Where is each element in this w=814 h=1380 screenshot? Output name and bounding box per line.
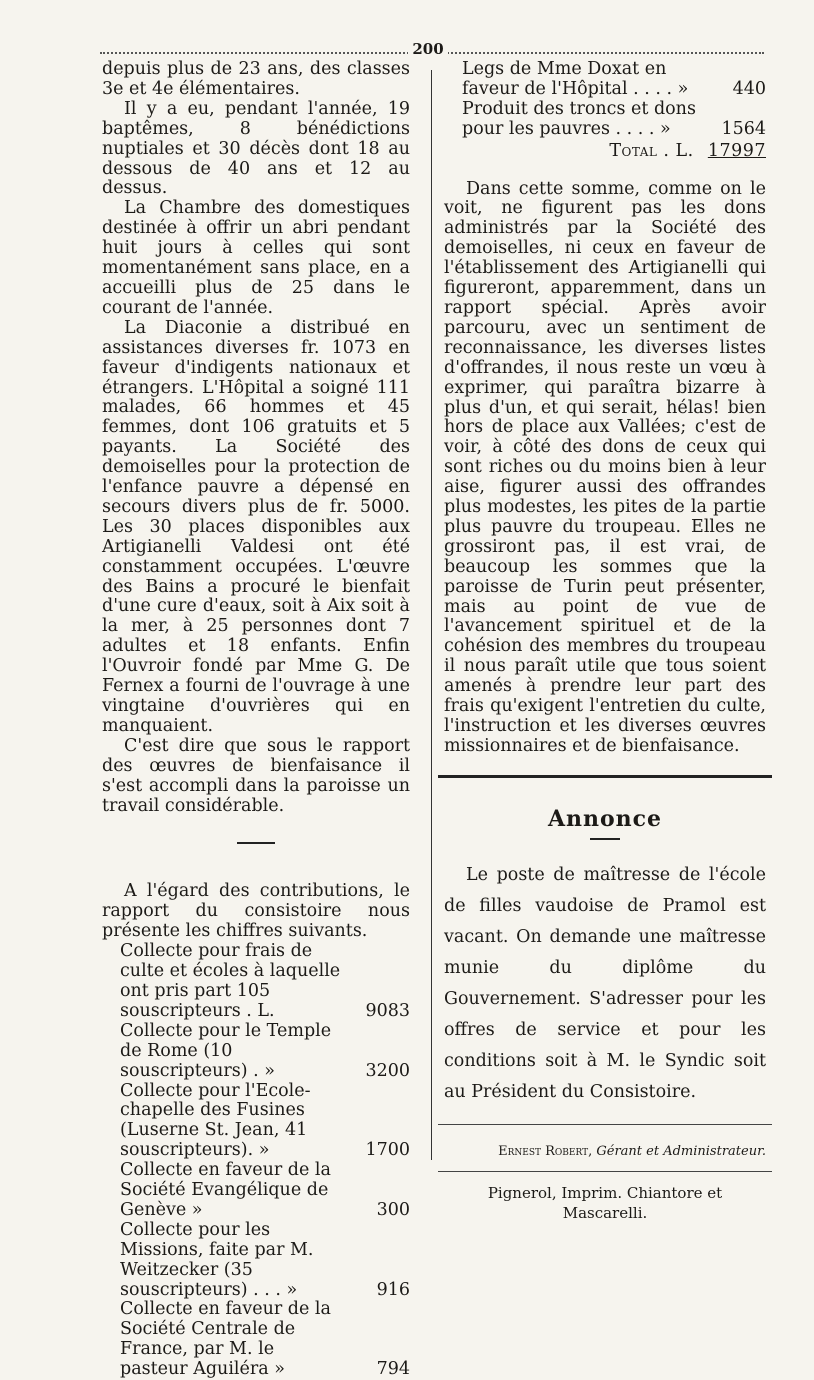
contribution-amount: 440 bbox=[732, 78, 766, 99]
left-column bbox=[102, 60, 410, 1380]
contribution-desc: Collecte pour frais de culte et écoles à laquelle ont pris part 105 souscripteurs . L. bbox=[120, 941, 341, 1021]
paragraph: C'est dire que sous le rapport des œuvres de bienfaisance il s'est accompli dans la paroisse un travail considérable. bbox=[102, 735, 410, 816]
total-line bbox=[444, 142, 766, 162]
contribution-entry bbox=[102, 942, 410, 1022]
contributions-intro: A l'égard des contributions, le rapport du consistoire nous présente les chiffres suivants. bbox=[102, 881, 410, 942]
gerant-title: Gérant et Administrateur. bbox=[596, 1143, 766, 1159]
contribution-desc: Collecte pour le Temple de Rome (10 souscripteurs) . » bbox=[120, 1020, 332, 1081]
contribution-entry bbox=[102, 1221, 410, 1301]
annonce-title: Annonce bbox=[547, 805, 663, 832]
total-amount: 17997 bbox=[707, 140, 766, 161]
contribution-desc: Collecte en faveur de la Société Evangélique de Genève » bbox=[120, 1160, 331, 1220]
contribution-desc: Legs de Mme Doxat en faveur de l'Hôpital . . . . » bbox=[462, 59, 689, 99]
paragraph: La Diaconie a distribué en assistances diverses fr. 1073 en faveur d'indigents nationaux et étrangers. L'Hôpital a soigné 111 malades, 66 hommes et 45 femmes, dont 106 gratuits et 5 payants. La Société des demoiselles pour la protection de l'enfance pauvre a dépensé en secours divers plus de fr. 5000. Les 30 places disponibles aux Artigianelli Valdesi ont été constamment occupées. L'œuvre des Bains a procuré le bienfait d'une cure d'eaux, soit à Aix soit à la mer, à 25 personnes dont 7 adultes et 18 enfants. Enfin l'Ouvroir fondé par Mme G. De Fernex a fourni de l'ouvrage à une vingtaine d'ouvrières qui en manquaient. bbox=[102, 317, 410, 736]
column-divider bbox=[431, 70, 432, 1160]
gerant-name: Ernest Robert, bbox=[498, 1143, 593, 1159]
printer-line: Pignerol, Imprim. Chiantore et Mascarelli. bbox=[487, 1183, 723, 1222]
paragraph: Dans cette somme, comme on le voit, ne figurent pas les dons administrés par la Société des demoiselles, ni ceux en faveur de l'établissement des Artigianelli qui figureront, apparemment, dans un rapport spécial. Après avoir parcouru, avec un sentiment de reconnaissance, les diverses listes d'offrandes, il nous reste un vœu à exprimer, qui paraîtra bizarre à plus d'un, et qui serait, hélas! bien hors de place aux Vallées; c'est de voir, à côté des dons de ceux qui sont riches ou du moins bien à leur aise, figurer aussi des offrandes plus modestes, les pites de la partie plus pauvre du troupeau. Elles ne grossiront pas, il est vrai, de beaucoup les sommes que la paroisse de Turin peut présenter, mais au point de vue de l'avancement spirituel et de la cohésion des membres du troupeau il nous paraît utile que tous soient amenés à prendre leur part des frais qu'exigent l'entretien du culte, l'instruction et les diverses œuvres missionnaires et de bienfaisance. bbox=[444, 178, 766, 756]
annonce-text: Le poste de maîtresse de l'école de filles vaudoise de Pramol est vacant. On demande une maîtresse munie du diplôme du Gouvernement. S'adresser pour les offres de service et pour les conditions soit à M. le Syndic soit au Président du Consistoire. bbox=[444, 864, 766, 1102]
contribution-amount: 9083 bbox=[365, 1000, 410, 1021]
contribution-desc: Collecte en faveur de la Société Centrale de France, par M. le pasteur Aguiléra » bbox=[120, 1299, 331, 1380]
annonce-underline bbox=[590, 838, 620, 840]
contribution-amount: 1700 bbox=[365, 1140, 410, 1161]
contribution-desc: Collecte pour l'Ecole-chapelle des Fusines (Luserne St. Jean, 41 souscripteurs). » bbox=[120, 1080, 311, 1161]
paragraph: La Chambre des domestiques destinée à offrir un abri pendant huit jours à celles qui sont momentanément sans place, en a accueilli plus de 25 dans le courant de l'année. bbox=[102, 198, 410, 318]
contribution-desc: Collecte pour les Missions, faite par M. Weitzecker (35 souscripteurs) . . . » bbox=[120, 1219, 314, 1300]
paragraph: depuis plus de 23 ans, des classes 3e et 4e élémentaires. bbox=[102, 59, 410, 99]
page-number: 200 bbox=[408, 40, 448, 58]
contribution-entry bbox=[444, 60, 766, 100]
footer-rule bbox=[438, 1124, 772, 1125]
contribution-desc: Produit des troncs et dons pour les pauvres . . . . » bbox=[462, 98, 696, 139]
contribution-entry bbox=[102, 1300, 410, 1380]
footer-rule bbox=[438, 1171, 772, 1172]
contribution-amount: 1564 bbox=[721, 118, 766, 139]
contribution-entry bbox=[102, 1161, 410, 1221]
contribution-entry bbox=[102, 1082, 410, 1162]
contribution-entry bbox=[444, 100, 766, 140]
total-label: Total . L. bbox=[609, 140, 694, 161]
section-rule bbox=[438, 775, 772, 778]
gerant-line bbox=[444, 1143, 766, 1161]
contribution-amount: 794 bbox=[376, 1359, 410, 1380]
contribution-amount: 916 bbox=[376, 1279, 410, 1300]
contribution-entry bbox=[102, 1022, 410, 1082]
paragraph: Il y a eu, pendant l'année, 19 baptêmes, 8 bénédictions nuptiales et 30 décès dont 18 au dessous de 40 ans et 12 au dessus. bbox=[102, 98, 410, 199]
contribution-amount: 3200 bbox=[365, 1060, 410, 1081]
section-divider bbox=[237, 842, 275, 844]
contribution-amount: 300 bbox=[376, 1199, 410, 1220]
right-column bbox=[444, 60, 766, 1224]
